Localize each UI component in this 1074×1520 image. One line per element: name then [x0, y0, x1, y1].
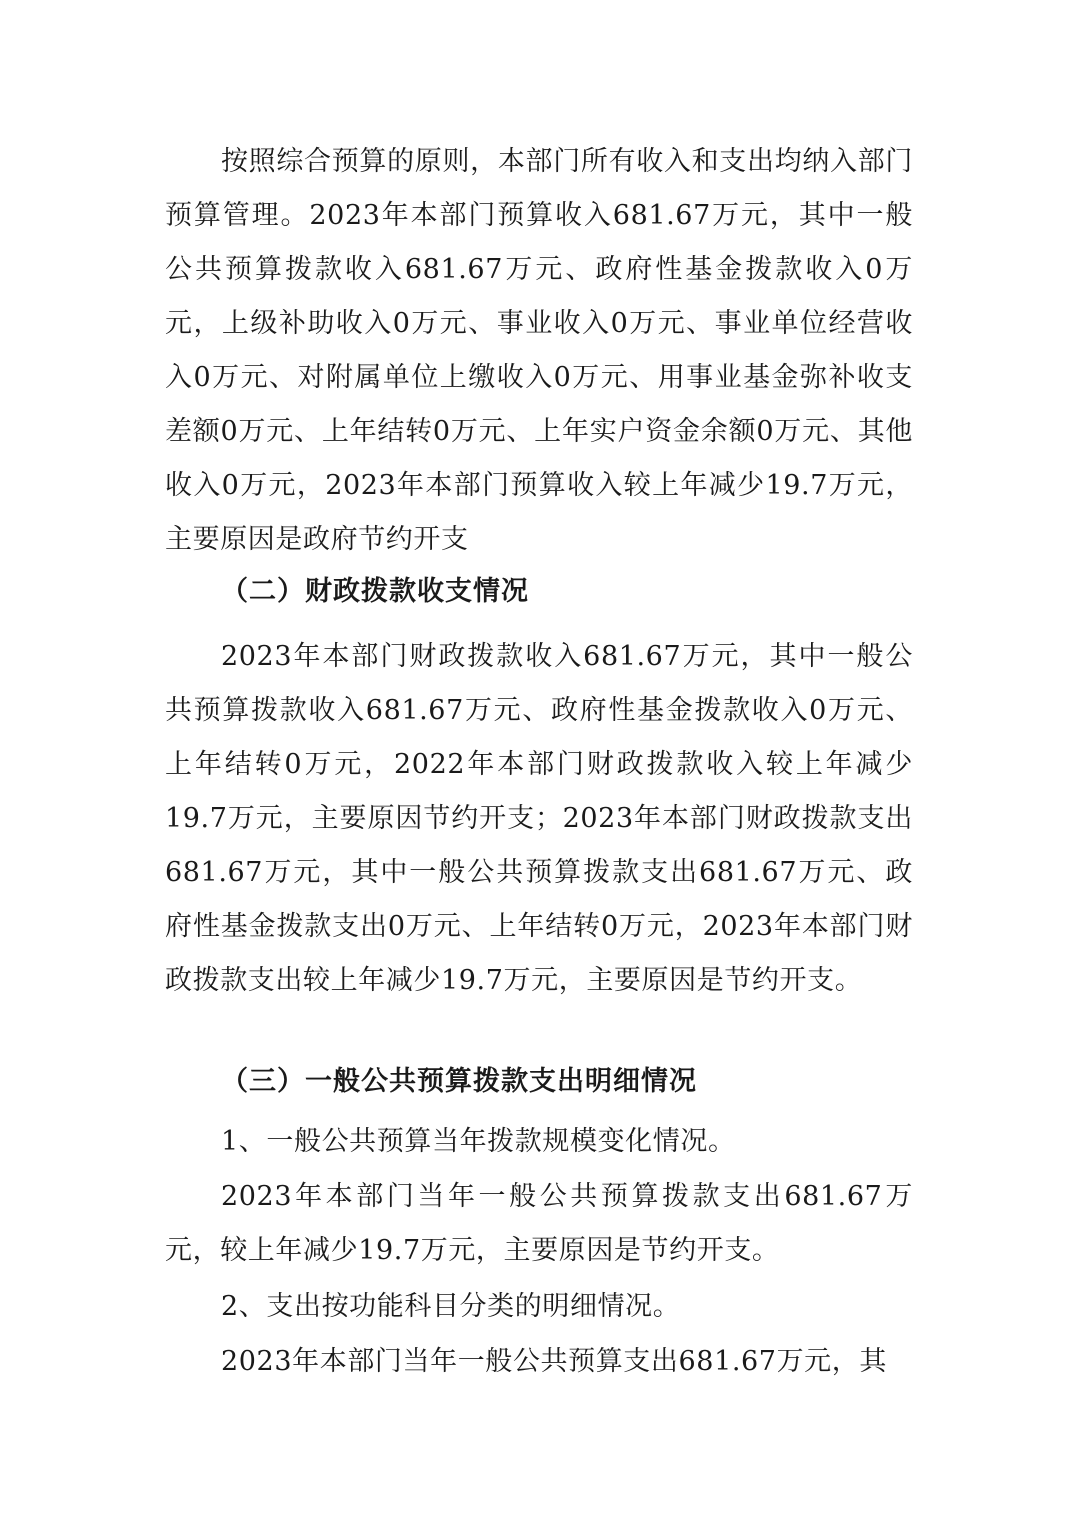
- paragraph-budget-overview: 按照综合预算的原则，本部门所有收入和支出均纳入部门预算管理。2023年本部门预算收入681.67万元，其中一般公共预算拨款收入681.67万元、政府性基金拨款收入0万元，上级补助收入0万元、事业收入0万元、事业单位经营收入0万元、对附属单位上缴收入0万元、用事业基金弥补收支差额0万元、上年结转0万元、上年实户资金余额0万元、其他收入0万元，2023年本部门预算收入较上年减少19.7万元，主要原因是政府节约开支: [165, 146, 913, 555]
- paragraph-functional-classification: 2023年本部门当年一般公共预算支出681.67万元，其: [221, 1346, 887, 1377]
- section-heading-general-budget-detail: （三）一般公共预算拨款支出明细情况: [221, 1066, 697, 1097]
- section-heading-fiscal-appropriation: （二）财政拨款收支情况: [221, 576, 529, 607]
- paragraph-scale-change: 2023年本部门当年一般公共预算拨款支出681.67万元，较上年减少19.7万元，主要原因是节约开支。: [165, 1181, 913, 1266]
- subheading-scale-change: 1、一般公共预算当年拨款规模变化情况。: [221, 1126, 736, 1157]
- paragraph-fiscal-appropriation: 2023年本部门财政拨款收入681.67万元，其中一般公共预算拨款收入681.67万元、政府性基金拨款收入0万元、上年结转0万元，2022年本部门财政拨款收入较上年减少19.7万元，主要原因节约开支；2023年本部门财政拨款支出681.67万元，其中一般公共预算拨款支出681.67万元、政府性基金拨款支出0万元、上年结转0万元，2023年本部门财政拨款支出较上年减少19.7万元，主要原因是节约开支。: [165, 641, 913, 996]
- subheading-functional-classification: 2、支出按功能科目分类的明细情况。: [221, 1291, 681, 1322]
